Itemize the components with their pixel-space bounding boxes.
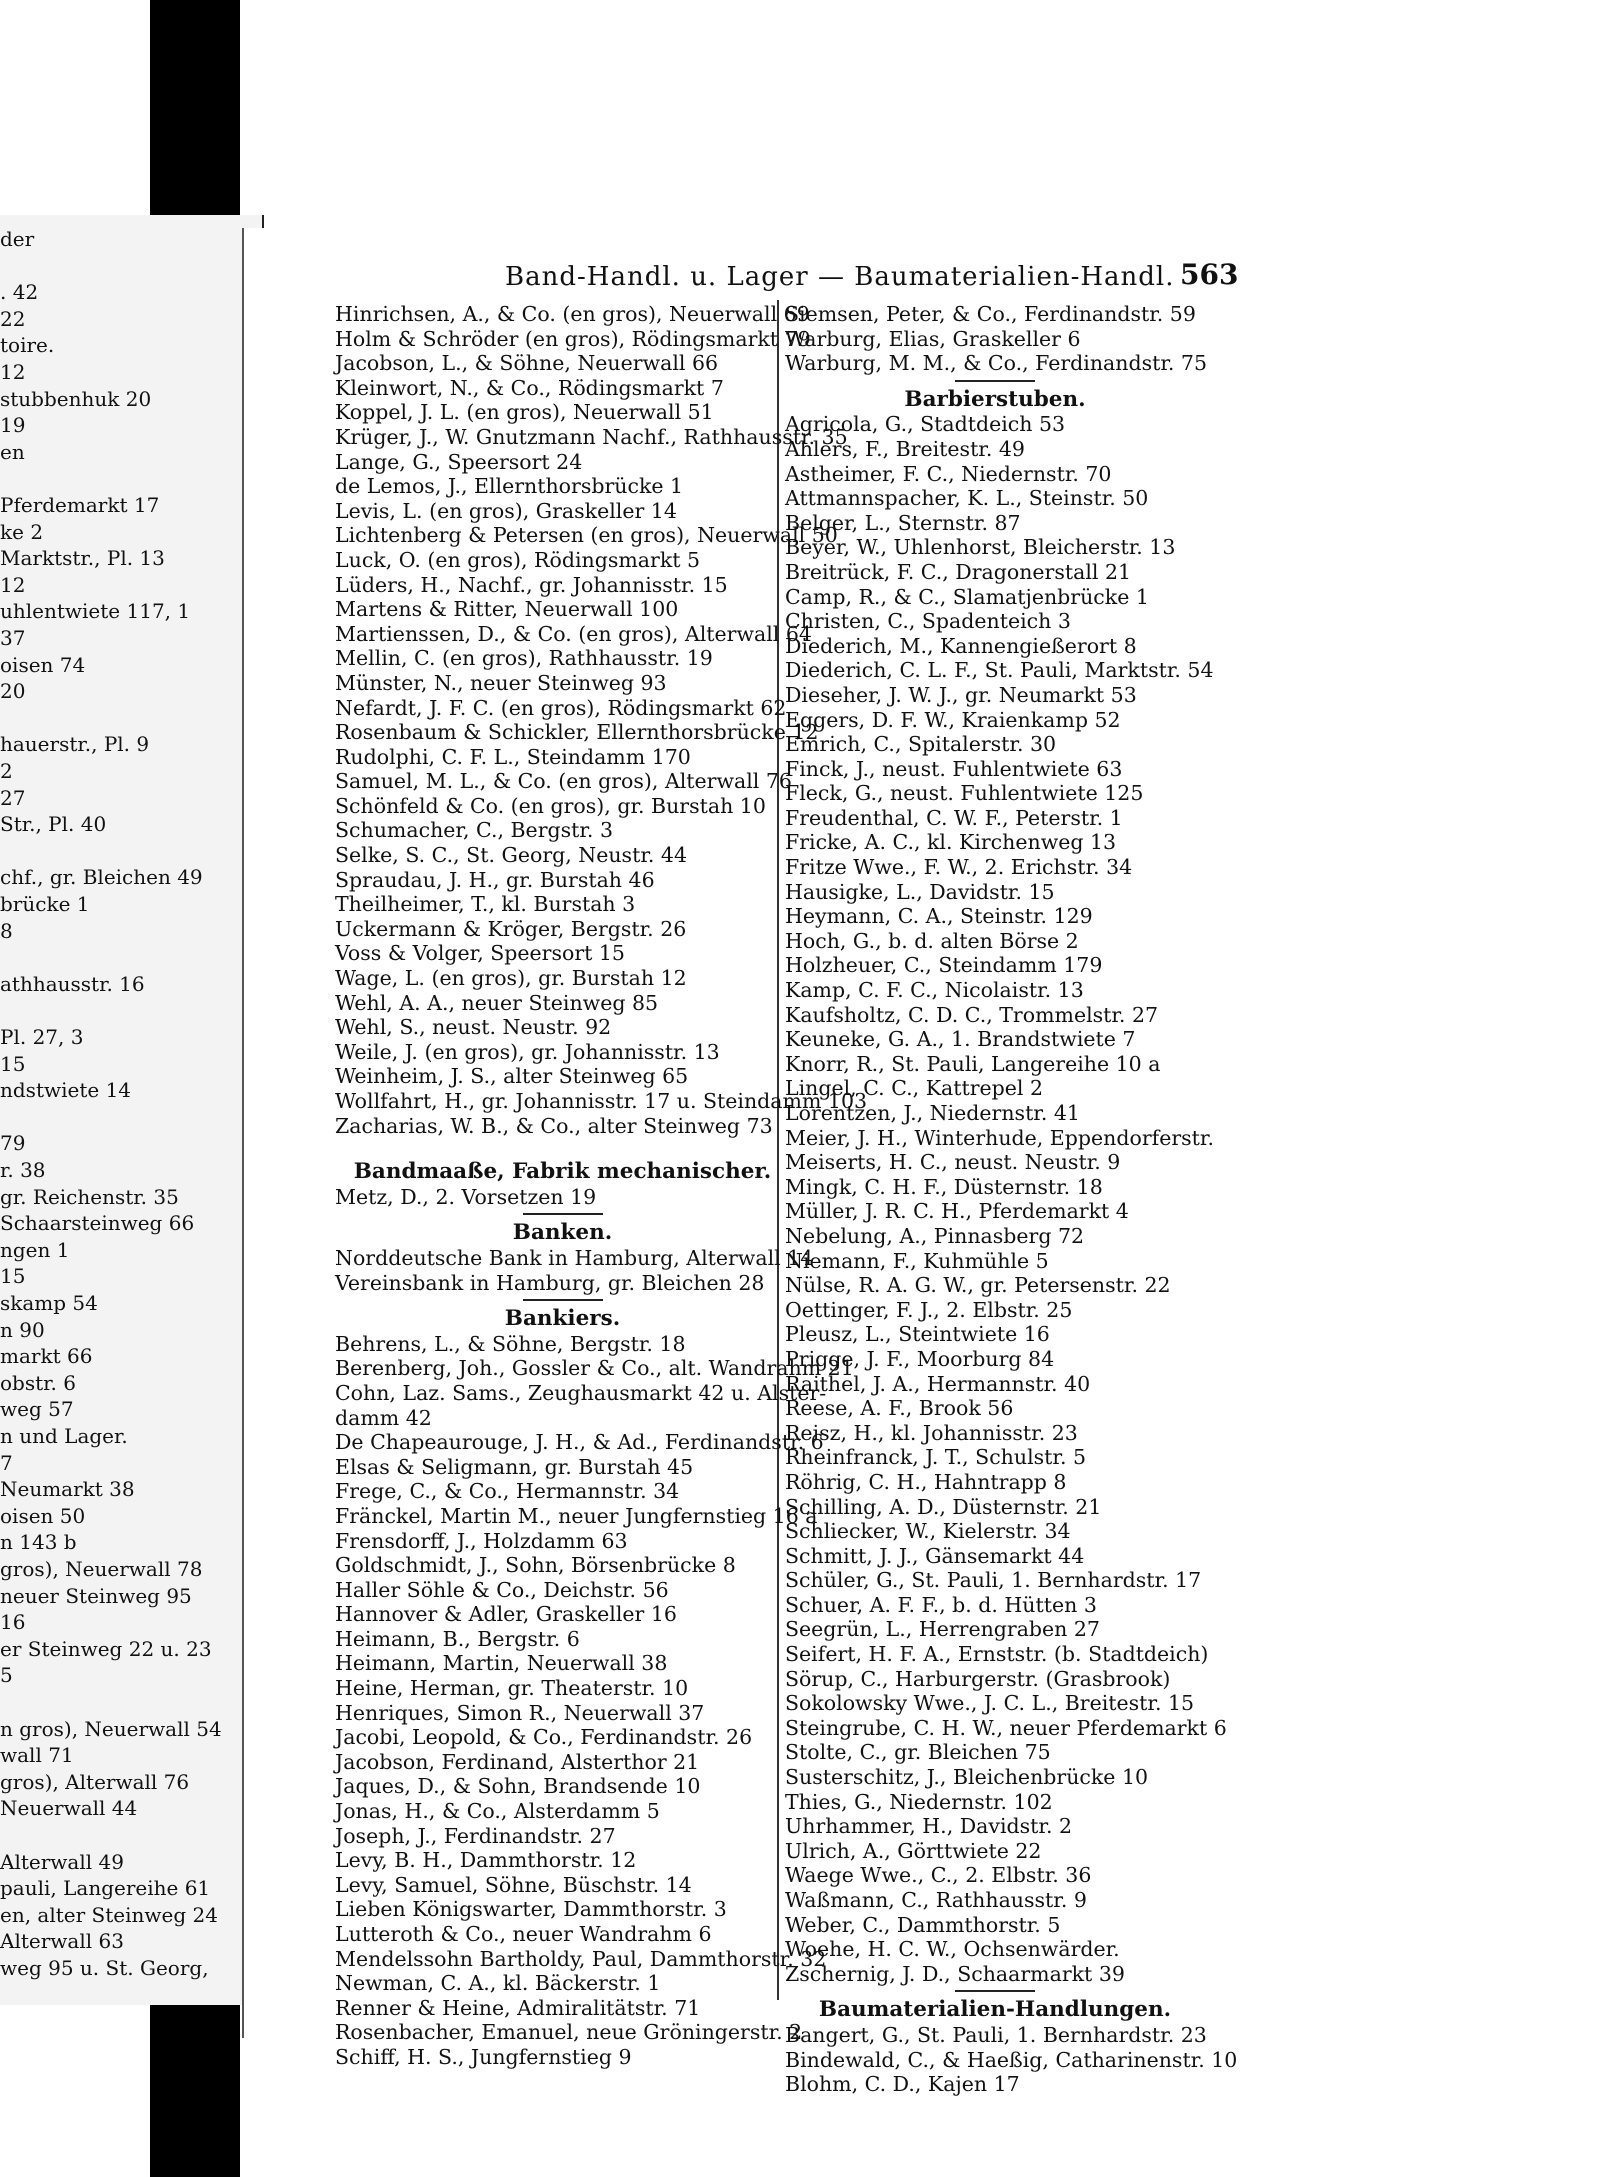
directory-entry: Camp, R., & C., Slamatjenbrücke 1 bbox=[785, 584, 1149, 609]
directory-entry: Astheimer, F. C., Niedernstr. 70 bbox=[785, 461, 1112, 486]
directory-entry: Lorentzen, J., Niedernstr. 41 bbox=[785, 1101, 1080, 1125]
directory-entry: Münster, N., neuer Steinweg 93 bbox=[335, 670, 667, 695]
directory-entry: Levy, Samuel, Söhne, Büschstr. 14 bbox=[335, 1872, 692, 1897]
directory-entry: Heimann, Martin, Neuerwall 38 bbox=[335, 1651, 668, 1676]
directory-entry: Nülse, R. A. G. W., gr. Petersenstr. 22 bbox=[785, 1273, 1171, 1298]
left-page-line: 15 bbox=[0, 1264, 26, 1289]
directory-entry: Schiff, H. S., Jungfernstieg 9 bbox=[335, 2044, 632, 2069]
directory-entry: Röhrig, C. H., Hahntrapp 8 bbox=[785, 1469, 1067, 1494]
directory-entry: Ulrich, A., Görttwiete 22 bbox=[785, 1838, 1042, 1863]
section-heading-banken: Banken. bbox=[512, 1220, 613, 1246]
left-page-line: 2 bbox=[0, 759, 13, 783]
directory-entry: De Chapeaurouge, J. H., & Ad., Ferdinandstr. 6 bbox=[335, 1430, 824, 1455]
directory-entry: Rosenbacher, Emanuel, neue Gröningerstr. 2 bbox=[335, 2020, 803, 2045]
directory-entry: Schüler, G., St. Pauli, 1. Bernhardstr. 17 bbox=[785, 1568, 1202, 1593]
left-page-line: pauli, Langereihe 61 bbox=[0, 1876, 211, 1901]
left-page-line: Neuerwall 44 bbox=[0, 1796, 138, 1821]
list-block bbox=[335, 302, 868, 1138]
directory-entry: Kleinwort, N., & Co., Rödingsmarkt 7 bbox=[335, 375, 724, 400]
left-page-line: 19 bbox=[0, 413, 26, 438]
directory-entry: Woehe, H. C. W., Ochsenwärder. bbox=[785, 1937, 1120, 1962]
directory-entry: Frege, C., & Co., Hermannstr. 34 bbox=[335, 1479, 680, 1504]
left-page-line: Pl. 27, 3 bbox=[0, 1025, 84, 1049]
directory-entry: Henriques, Simon R., Neuerwall 37 bbox=[335, 1700, 705, 1725]
directory-entry: Weber, C., Dammthorstr. 5 bbox=[785, 1912, 1061, 1937]
directory-entry: Weinheim, J. S., alter Steinweg 65 bbox=[335, 1064, 689, 1089]
section-heading-baumaterialien: Baumaterialien-Handlungen. bbox=[818, 1997, 1172, 2023]
left-page-line: 12 bbox=[0, 572, 26, 597]
directory-entry: Zacharias, W. B., & Co., alter Steinweg 73 bbox=[335, 1113, 773, 1138]
directory-entry: Fritze Wwe., F. W., 2. Erichstr. 34 bbox=[785, 855, 1133, 880]
directory-entry: Christen, C., Spadenteich 3 bbox=[785, 609, 1071, 634]
directory-entry: Goldschmidt, J., Sohn, Börsenbrücke 8 bbox=[335, 1553, 736, 1578]
left-page-fragment bbox=[0, 215, 264, 2005]
directory-entry: Rudolphi, C. F. L., Steindamm 170 bbox=[335, 744, 691, 769]
directory-entry: Blohm, C. D., Kajen 17 bbox=[785, 2072, 1020, 2097]
left-page-line: der bbox=[0, 227, 35, 251]
directory-entry: Steingrube, C. H. W., neuer Pferdemarkt 6 bbox=[785, 1715, 1227, 1740]
column-2 bbox=[785, 302, 1238, 2097]
directory-entry: Lieben Königswarter, Dammthorstr. 3 bbox=[335, 1897, 727, 1922]
directory-entry: Spraudau, J. H., gr. Burstah 46 bbox=[335, 867, 655, 892]
left-page-line: weg 57 bbox=[0, 1397, 74, 1422]
directory-entry: Bangert, G., St. Pauli, 1. Bernhardstr. 23 bbox=[785, 2022, 1207, 2047]
left-page-line: n und Lager. bbox=[0, 1424, 128, 1448]
directory-entry: Weile, J. (en gros), gr. Johannisstr. 13 bbox=[335, 1039, 720, 1064]
left-page-line: Marktstr., Pl. 13 bbox=[0, 546, 165, 571]
left-page-line: uhlentwiete 117, 1 bbox=[0, 599, 191, 624]
directory-entry: Raithel, J. A., Hermannstr. 40 bbox=[785, 1371, 1091, 1396]
directory-entry: Lüders, H., Nachf., gr. Johannisstr. 15 bbox=[335, 572, 728, 597]
directory-entry: Hausigke, L., Davidstr. 15 bbox=[785, 879, 1055, 904]
directory-entry: Oettinger, F. J., 2. Elbstr. 25 bbox=[785, 1297, 1073, 1322]
left-page-line: 20 bbox=[0, 679, 26, 704]
directory-entry: Renner & Heine, Admiralitätstr. 71 bbox=[335, 1995, 701, 2020]
directory-entry: Thies, G., Niedernstr. 102 bbox=[785, 1789, 1053, 1814]
directory-entry: Cohn, Laz. Sams., Zeughausmarkt 42 u. Alster- bbox=[335, 1380, 827, 1405]
list-block bbox=[785, 2022, 1238, 2097]
left-page-line: 5 bbox=[0, 1663, 13, 1688]
directory-entry: Heine, Herman, gr. Theaterstr. 10 bbox=[335, 1676, 689, 1701]
directory-entry: Fleck, G., neust. Fuhlentwiete 125 bbox=[785, 781, 1144, 806]
left-page-line: 27 bbox=[0, 785, 26, 810]
directory-entry: Levis, L. (en gros), Graskeller 14 bbox=[335, 498, 677, 523]
directory-entry: Hoch, G., b. d. alten Börse 2 bbox=[785, 928, 1079, 953]
directory-entry: Schumacher, C., Bergstr. 3 bbox=[335, 818, 613, 843]
directory-entry: Jacobson, L., & Söhne, Neuerwall 66 bbox=[335, 351, 719, 376]
directory-entry: Wehl, A. A., neuer Steinweg 85 bbox=[335, 990, 659, 1015]
directory-entry: Uhrhammer, H., Davidstr. 2 bbox=[785, 1814, 1073, 1839]
section-rule bbox=[955, 380, 1035, 382]
left-page-line: toire. bbox=[0, 333, 55, 358]
directory-entry: Diederich, C. L. F., St. Pauli, Marktstr. 54 bbox=[785, 658, 1214, 683]
directory-entry: Hinrichsen, A., & Co. (en gros), Neuerwall 69 bbox=[335, 302, 810, 326]
directory-entry: de Lemos, J., Ellernthorsbrücke 1 bbox=[335, 474, 684, 499]
left-page-line: . 42 bbox=[0, 280, 39, 305]
left-page-line: gros), Alterwall 76 bbox=[0, 1769, 190, 1794]
section-heading-bankiers: Bankiers. bbox=[504, 1306, 621, 1332]
left-page-line: markt 66 bbox=[0, 1344, 93, 1369]
list-block bbox=[335, 1185, 790, 1210]
directory-entry: Waege Wwe., C., 2. Elbstr. 36 bbox=[785, 1863, 1092, 1888]
left-page-line: 15 bbox=[0, 1051, 26, 1076]
left-page-line: Neumarkt 38 bbox=[0, 1477, 135, 1502]
section-rule bbox=[523, 1213, 603, 1215]
directory-entry: Zschernig, J. D., Schaarmarkt 39 bbox=[785, 1961, 1125, 1986]
directory-entry: Belger, L., Sternstr. 87 bbox=[785, 510, 1021, 535]
directory-entry: Heymann, C. A., Steinstr. 129 bbox=[785, 904, 1093, 929]
directory-entry: Susterschitz, J., Bleichenbrücke 10 bbox=[785, 1765, 1149, 1790]
directory-entry: Jonas, H., & Co., Alsterdamm 5 bbox=[335, 1799, 660, 1824]
directory-entry: Reisz, H., kl. Johannisstr. 23 bbox=[785, 1420, 1078, 1445]
left-page-line: Schaarsteinweg 66 bbox=[0, 1211, 195, 1236]
directory-entry: Dieseher, J. W. J., gr. Neumarkt 53 bbox=[785, 682, 1137, 707]
list-block bbox=[785, 412, 1227, 1986]
directory-entry: Holzheuer, C., Steindamm 179 bbox=[785, 953, 1103, 978]
directory-entry: Müller, J. R. C. H., Pferdemarkt 4 bbox=[785, 1199, 1129, 1224]
left-page-line: Alterwall 49 bbox=[0, 1849, 124, 1874]
directory-entry: Luck, O. (en gros), Rödingsmarkt 5 bbox=[335, 547, 701, 572]
directory-entry: Meiserts, H. C., neust. Neustr. 9 bbox=[785, 1150, 1121, 1175]
section-rule bbox=[955, 1990, 1035, 1992]
directory-entry: Kaufsholtz, C. D. C., Trommelstr. 27 bbox=[785, 1002, 1159, 1027]
directory-entry: Reese, A. F., Brook 56 bbox=[785, 1396, 1014, 1421]
list-block bbox=[785, 302, 1208, 376]
left-page-line: obstr. 6 bbox=[0, 1370, 76, 1395]
directory-entry: Ahlers, F., Breitestr. 49 bbox=[785, 436, 1025, 461]
left-page-line: n 143 b bbox=[0, 1530, 77, 1555]
directory-entry: Schliecker, W., Kielerstr. 34 bbox=[785, 1519, 1071, 1544]
directory-entry: Breitrück, F. C., Dragonerstall 21 bbox=[785, 559, 1132, 584]
directory-entry: Joseph, J., Ferdinandstr. 27 bbox=[335, 1823, 616, 1848]
directory-entry: Kamp, C. F. C., Nicolaistr. 13 bbox=[785, 978, 1084, 1003]
directory-entry: Behrens, L., & Söhne, Bergstr. 18 bbox=[335, 1331, 686, 1356]
left-page-line: n gros), Neuerwall 54 bbox=[0, 1716, 222, 1741]
left-page-line: Pferdemarkt 17 bbox=[0, 493, 160, 517]
section-rule bbox=[523, 1299, 603, 1301]
directory-entry: Meier, J. H., Winterhude, Eppendorferstr. bbox=[785, 1125, 1214, 1150]
left-page-line: 8 bbox=[0, 918, 13, 943]
directory-entry: Levy, B. H., Dammthorstr. 12 bbox=[335, 1848, 637, 1873]
directory-entry: Haller Söhle & Co., Deichstr. 56 bbox=[335, 1577, 669, 1602]
directory-entry: Eggers, D. F. W., Kraienkamp 52 bbox=[785, 707, 1121, 732]
directory-entry: Stolte, C., gr. Bleichen 75 bbox=[785, 1740, 1051, 1765]
directory-entry: Sörup, C., Harburgerstr. (Grasbrook) bbox=[785, 1666, 1171, 1691]
directory-entry: Lingel, C. C., Kattrepel 2 bbox=[785, 1076, 1044, 1101]
column-1 bbox=[335, 302, 868, 2070]
directory-entry: Selke, S. C., St. Georg, Neustr. 44 bbox=[335, 843, 687, 868]
left-page-line: gros), Neuerwall 78 bbox=[0, 1557, 203, 1581]
directory-entry: Holm & Schröder (en gros), Rödingsmarkt 79 bbox=[335, 326, 811, 351]
directory-entry: Martens & Ritter, Neuerwall 100 bbox=[335, 597, 679, 622]
directory-entry: Waßmann, C., Rathhausstr. 9 bbox=[785, 1888, 1087, 1912]
directory-entry: Schuer, A. F. F., b. d. Hütten 3 bbox=[785, 1592, 1097, 1617]
directory-entry: Keuneke, G. A., 1. Brandstwiete 7 bbox=[785, 1027, 1136, 1052]
directory-entry: Fränckel, Martin M., neuer Jungfernstieg 16 a bbox=[335, 1503, 818, 1528]
left-page-line: Alterwall 63 bbox=[0, 1929, 124, 1954]
left-page-line: stubbenhuk 20 bbox=[0, 386, 152, 411]
left-page-line: oisen 74 bbox=[0, 652, 86, 677]
directory-entry: Mellin, C. (en gros), Rathhausstr. 19 bbox=[335, 646, 713, 671]
directory-entry: Heimann, B., Bergstr. 6 bbox=[335, 1626, 580, 1651]
list-block bbox=[335, 1331, 854, 2070]
directory-entry: Vereinsbank in Hamburg, gr. Bleichen 28 bbox=[335, 1270, 765, 1295]
directory-entry: Emrich, C., Spitalerstr. 30 bbox=[785, 732, 1057, 757]
left-page-line: ndstwiete 14 bbox=[0, 1078, 132, 1103]
running-header: Band-Handl. u. Lager — Baumaterialien-Handl. bbox=[505, 262, 1175, 292]
directory-entry: Prigge, J. F., Moorburg 84 bbox=[785, 1346, 1055, 1371]
directory-entry: Martienssen, D., & Co. (en gros), Alterwall 64 bbox=[335, 621, 812, 646]
directory-entry: Diederich, M., Kannengießerort 8 bbox=[785, 633, 1137, 658]
left-page-line: 16 bbox=[0, 1610, 26, 1635]
directory-entry: Jacobson, Ferdinand, Alsterthor 21 bbox=[335, 1749, 700, 1774]
left-page-line: ke 2 bbox=[0, 519, 44, 544]
directory-entry: Voss & Volger, Speersort 15 bbox=[335, 941, 625, 966]
left-page-line: hauerstr., Pl. 9 bbox=[0, 732, 150, 757]
directory-entry: Bindewald, C., & Haeßig, Catharinenstr. 10 bbox=[785, 2047, 1238, 2072]
left-page-line: weg 95 u. St. Georg, bbox=[0, 1956, 209, 1980]
directory-entry: Fricke, A. C., kl. Kirchenweg 13 bbox=[785, 830, 1117, 855]
directory-entry: Finck, J., neust. Fuhlentwiete 63 bbox=[785, 756, 1123, 781]
directory-entry: Rosenbaum & Schickler, Ellernthorsbrücke 12 bbox=[335, 720, 819, 745]
directory-entry: Wage, L. (en gros), gr. Burstah 12 bbox=[335, 966, 687, 991]
directory-entry: Niemann, F., Kuhmühle 5 bbox=[785, 1248, 1049, 1273]
directory-entry: Jaques, D., & Sohn, Brandsende 10 bbox=[335, 1774, 701, 1799]
left-page-line: wall 71 bbox=[0, 1743, 74, 1768]
directory-entry: Pleusz, L., Steintwiete 16 bbox=[785, 1322, 1050, 1347]
directory-entry: Berenberg, Joh., Gossler & Co., alt. Wandrahm 21 bbox=[335, 1356, 854, 1381]
directory-entry: Hannover & Adler, Graskeller 16 bbox=[335, 1602, 677, 1627]
left-page-line: en, alter Steinweg 24 bbox=[0, 1902, 218, 1927]
directory-entry: Lange, G., Speersort 24 bbox=[335, 449, 583, 474]
directory-entry: damm 42 bbox=[335, 1405, 432, 1430]
directory-entry: Agricola, G., Stadtdeich 53 bbox=[785, 412, 1066, 437]
left-page-line: neuer Steinweg 95 bbox=[0, 1583, 192, 1608]
directory-entry: Sokolowsky Wwe., J. C. L., Breitestr. 15 bbox=[785, 1691, 1195, 1716]
directory-entry: Samuel, M. L., & Co. (en gros), Alterwall 76 bbox=[335, 769, 792, 794]
left-page-line: gr. Reichenstr. 35 bbox=[0, 1184, 179, 1209]
directory-entry: Metz, D., 2. Vorsetzen 19 bbox=[335, 1184, 597, 1209]
directory-entry: Warburg, M. M., & Co., Ferdinandstr. 75 bbox=[785, 351, 1208, 376]
left-page-line: Str., Pl. 40 bbox=[0, 812, 107, 837]
directory-entry: Norddeutsche Bank in Hamburg, Alterwall 14 bbox=[335, 1245, 814, 1270]
directory-entry: Schilling, A. D., Düsternstr. 21 bbox=[785, 1494, 1102, 1519]
directory-entry: Frensdorff, J., Holzdamm 63 bbox=[335, 1528, 628, 1553]
directory-entry: Freudenthal, C. W. F., Peterstr. 1 bbox=[785, 805, 1123, 830]
left-page-line: 7 bbox=[0, 1450, 13, 1475]
left-page-line: er Steinweg 22 u. 23 bbox=[0, 1636, 212, 1661]
directory-entry: Seegrün, L., Herrengraben 27 bbox=[785, 1617, 1100, 1642]
left-page-line: 22 bbox=[0, 306, 26, 331]
directory-entry: Schönfeld & Co. (en gros), gr. Burstah 10 bbox=[335, 793, 766, 818]
directory-entry: Wollfahrt, H., gr. Johannisstr. 17 u. Steindamm 103 bbox=[335, 1089, 868, 1113]
directory-entry: Mendelssohn Bartholdy, Paul, Dammthorstr. 32 bbox=[335, 1946, 827, 1971]
page-number: 563 bbox=[1180, 258, 1239, 291]
directory-entry: Siemsen, Peter, & Co., Ferdinandstr. 59 bbox=[785, 302, 1196, 326]
directory-entry: Newman, C. A., kl. Bäckerstr. 1 bbox=[335, 1971, 661, 1996]
left-page-line: 37 bbox=[0, 626, 26, 650]
directory-entry: Koppel, J. L. (en gros), Neuerwall 51 bbox=[335, 400, 714, 425]
directory-entry: Schmitt, J. J., Gänsemarkt 44 bbox=[785, 1543, 1085, 1568]
directory-entry: Wehl, S., neust. Neustr. 92 bbox=[335, 1015, 612, 1040]
list-block bbox=[335, 1245, 814, 1295]
directory-entry: Warburg, Elias, Graskeller 6 bbox=[785, 326, 1081, 351]
left-page-line: r. 38 bbox=[0, 1158, 46, 1182]
left-page-line: en bbox=[0, 439, 25, 464]
section-heading-bandmaasse: Bandmaaße, Fabrik mechanischer. bbox=[353, 1159, 772, 1185]
directory-entry: Uckermann & Kröger, Bergstr. 26 bbox=[335, 916, 687, 941]
directory-entry: Krüger, J., W. Gnutzmann Nachf., Rathhausstr. 35 bbox=[335, 424, 848, 449]
directory-entry: Attmannspacher, K. L., Steinstr. 50 bbox=[785, 486, 1149, 511]
directory-entry: Nebelung, A., Pinnasberg 72 bbox=[785, 1223, 1085, 1248]
directory-entry: Nefardt, J. F. C. (en gros), Rödingsmarkt 62 bbox=[335, 695, 787, 720]
directory-entry: Knorr, R., St. Pauli, Langereihe 10 a bbox=[785, 1051, 1161, 1076]
left-page-line: athhausstr. 16 bbox=[0, 971, 145, 996]
directory-entry: Lutteroth & Co., neuer Wandrahm 6 bbox=[335, 1922, 712, 1946]
left-page-line: ngen 1 bbox=[0, 1237, 70, 1262]
left-page-line: brücke 1 bbox=[0, 892, 90, 916]
left-page-line: n 90 bbox=[0, 1317, 45, 1342]
directory-entry: Rheinfranck, J. T., Schulstr. 5 bbox=[785, 1445, 1087, 1470]
left-page-line: oisen 50 bbox=[0, 1503, 86, 1528]
directory-entry: Beyer, W., Uhlenhorst, Bleicherstr. 13 bbox=[785, 535, 1176, 560]
directory-entry: Seifert, H. F. A., Ernststr. (b. Stadtdeich) bbox=[785, 1642, 1209, 1667]
left-page-line: skamp 54 bbox=[0, 1291, 98, 1315]
directory-entry: Elsas & Seligmann, gr. Burstah 45 bbox=[335, 1454, 694, 1479]
left-page-line: chf., gr. Bleichen 49 bbox=[0, 865, 203, 890]
directory-entry: Mingk, C. H. F., Düsternstr. 18 bbox=[785, 1174, 1103, 1199]
directory-entry: Jacobi, Leopold, & Co., Ferdinandstr. 26 bbox=[335, 1725, 753, 1750]
left-page-line: 12 bbox=[0, 360, 26, 384]
section-heading-barbierstuben: Barbierstuben. bbox=[904, 386, 1086, 412]
directory-entry: Lichtenberg & Petersen (en gros), Neuerwall 50 bbox=[335, 523, 838, 548]
left-page-line: 79 bbox=[0, 1131, 26, 1156]
directory-entry: Theilheimer, T., kl. Burstah 3 bbox=[335, 892, 636, 917]
